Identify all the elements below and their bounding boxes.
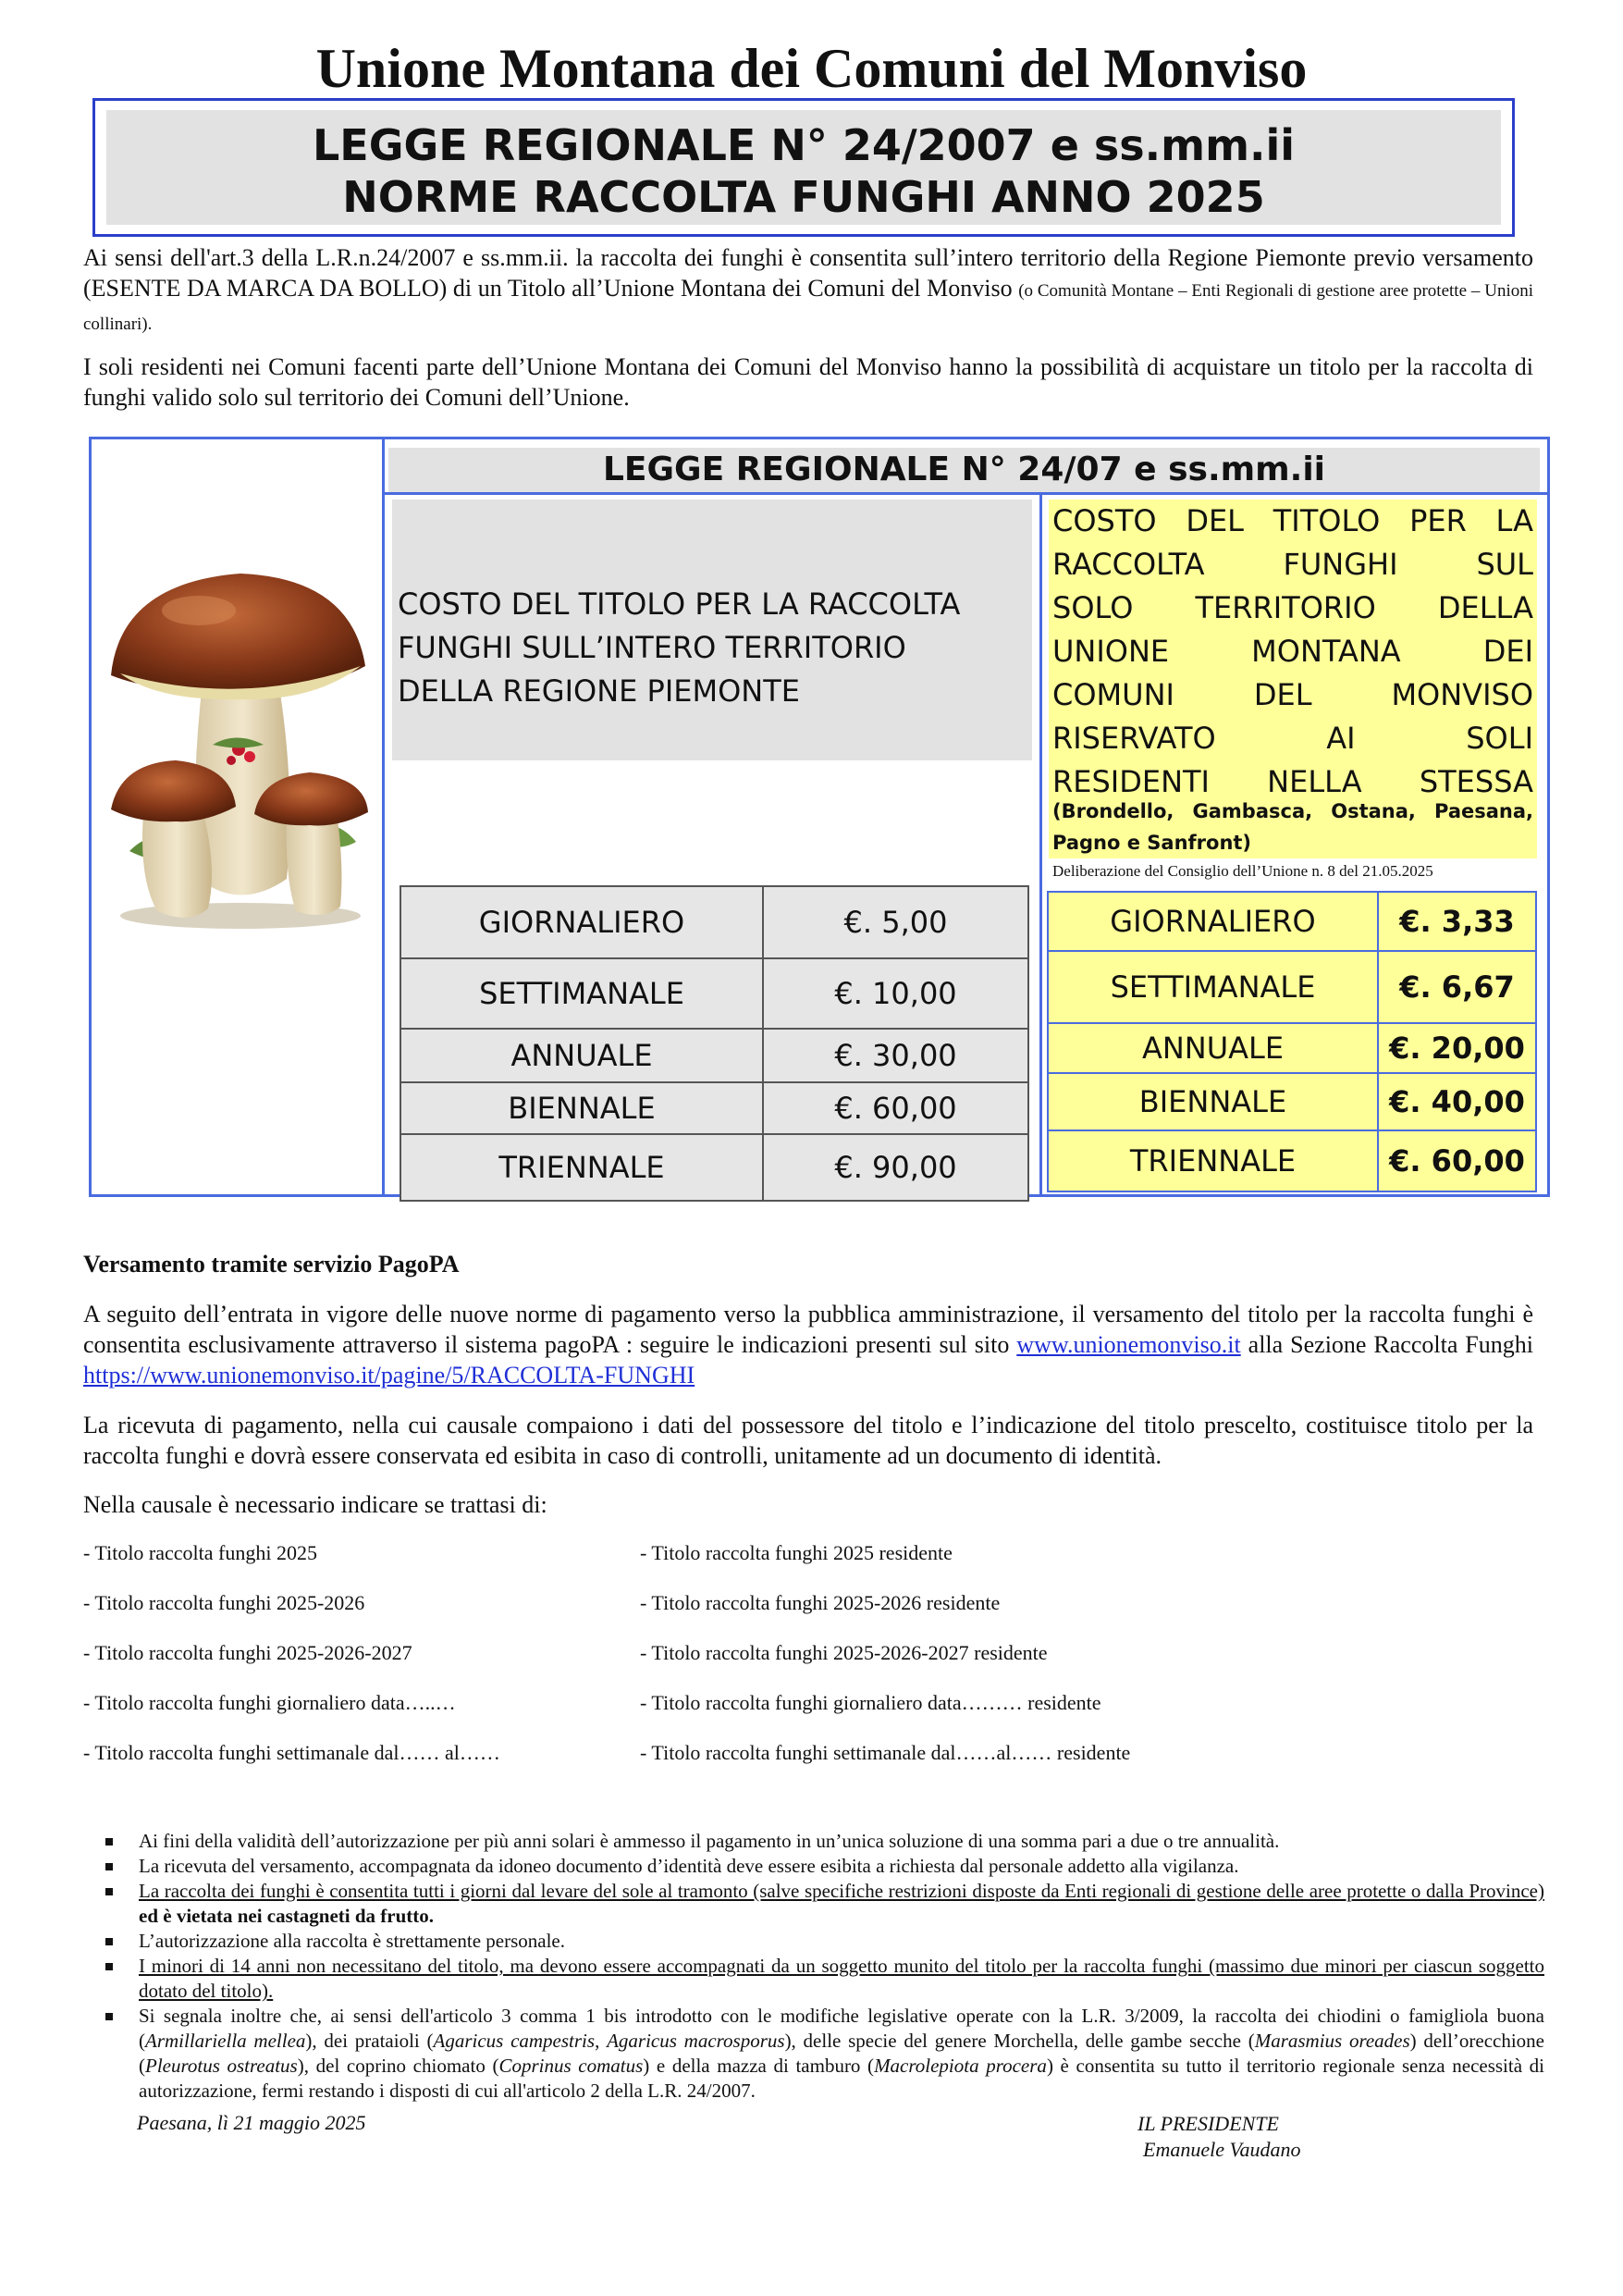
right-cost-heading <box>1049 500 1537 858</box>
price-value: €. 30,00 <box>763 1029 1028 1082</box>
pagopa-title: Versamento tramite servizio PagoPA <box>83 1251 460 1278</box>
price-label: ANNUALE <box>400 1029 763 1082</box>
price-value: €. 60,00 <box>763 1082 1028 1134</box>
note-bold: ed è vietata nei castagneti da frutto. <box>139 1905 435 1927</box>
right-price-table <box>1047 891 1537 1192</box>
price-label: SETTIMANALE <box>1048 951 1378 1023</box>
intro-p1-small: (o Comunità Montane – Enti Regionali di gestione aree protette – Unioni collinari). <box>83 281 1533 334</box>
species-name: Marasmius oreades <box>1254 2030 1410 2052</box>
price-row <box>1048 1130 1536 1191</box>
left-heading-line: DELLA REGIONE PIEMONTE <box>398 673 800 709</box>
note-item: L’autorizzazione alla raccolta è strettamente personale. <box>102 1929 1544 1954</box>
table-divider-middle <box>1039 492 1042 1197</box>
price-row <box>400 958 1028 1029</box>
right-heading-line: COMUNI DEL MONVISO <box>1052 677 1533 712</box>
right-heading-line: RACCOLTA FUNGHI SUL <box>1052 547 1533 582</box>
funghi-section-link[interactable]: https://www.unionemonviso.it/pagine/5/RACCOLTA-FUNGHI <box>83 1362 695 1389</box>
right-heading-line: UNIONE MONTANA DEI <box>1052 634 1533 669</box>
header-box <box>92 98 1515 237</box>
note-text: ) e della mazza di tamburo ( <box>643 2055 875 2077</box>
causale-right: - Titolo raccolta funghi 2025-2026 residente <box>640 1591 1001 1614</box>
price-value: €. 6,67 <box>1378 951 1536 1023</box>
pagopa-p1-text: A seguito dell’entrata in vigore delle nuove norme di pagamento verso la pubblica amministrazione, il versamento del titolo per la raccolta funghi è consentita esclusivamente attraverso il sistema pagoPA : seguire le indicazioni presenti sul sito <box>83 1301 1533 1358</box>
price-row <box>1048 892 1536 951</box>
causale-right: - Titolo raccolta funghi 2025 residente <box>640 1541 953 1564</box>
site-link[interactable]: www.unionemonviso.it <box>1016 1331 1241 1358</box>
price-label: TRIENNALE <box>1048 1130 1378 1191</box>
price-row <box>1048 1023 1536 1073</box>
left-heading-line: COSTO DEL TITOLO PER LA RACCOLTA <box>398 586 961 622</box>
note-text: ) dell’orecchione ( <box>139 2030 1545 2077</box>
right-heading-line: COSTO DEL TITOLO PER LA <box>1052 503 1533 538</box>
price-value: €. 10,00 <box>763 958 1028 1029</box>
species-name: Pleurotus ostreatus <box>145 2055 298 2077</box>
causale-left: - Titolo raccolta funghi 2025-2026-2027 <box>83 1641 412 1664</box>
price-value: €. 20,00 <box>1378 1023 1536 1073</box>
causale-right: - Titolo raccolta funghi settimanale dal……al…… residente <box>640 1741 1131 1764</box>
causale-right: - Titolo raccolta funghi giornaliero data……… residente <box>640 1691 1101 1714</box>
price-row <box>400 886 1028 958</box>
price-value: €. 40,00 <box>1378 1073 1536 1130</box>
signature-block <box>1137 2111 1300 2163</box>
president-name: Emanuele Vaudano <box>1143 2138 1301 2161</box>
pagopa-p1-mid: alla Sezione Raccolta Funghi <box>1240 1331 1533 1358</box>
towns-line: Pagno e Sanfront) <box>1052 832 1252 854</box>
price-label: BIENNALE <box>1048 1073 1378 1130</box>
price-row <box>400 1029 1028 1082</box>
note-underlined: I minori di 14 anni non necessitano del titolo, ma devono essere accompagnati da un soggetto munito del titolo per la raccolta funghi (massimo due minori per ciascun soggetto dotato del titolo). <box>139 1955 1544 2002</box>
pagopa-paragraph-3: Nella causale è necessario indicare se trattasi di: <box>83 1491 547 1518</box>
price-row <box>1048 1073 1536 1130</box>
causale-left: - Titolo raccolta funghi giornaliero data…..… <box>83 1691 456 1714</box>
left-price-table <box>400 885 1029 1202</box>
causale-left: - Titolo raccolta funghi 2025 <box>83 1541 317 1564</box>
species-name: Coprinus comatus <box>498 2055 644 2077</box>
price-label: GIORNALIERO <box>400 886 763 958</box>
note-item: La ricevuta del versamento, accompagnata da idoneo documento d’identità deve essere esibita a richiesta dal personale addetto alla vigilanza. <box>102 1854 1544 1879</box>
price-label: BIENNALE <box>400 1082 763 1134</box>
note-item: Ai fini della validità dell’autorizzazione per più anni solari è ammesso il pagamento in un’unica soluzione di una somma pari a due o tre annualità. <box>102 1829 1544 1854</box>
right-heading-line: SOLO TERRITORIO DELLA <box>1052 590 1533 625</box>
left-heading-line: FUNGHI SULL’INTERO TERRITORIO <box>398 630 906 665</box>
header-line-2: NORME RACCOLTA FUNGHI ANNO 2025 <box>342 172 1265 222</box>
note-item <box>102 1954 1544 2004</box>
left-cost-heading-text <box>398 583 960 713</box>
note-item <box>102 2004 1544 2104</box>
table-divider-left <box>382 437 385 1197</box>
page-title: Unione Montana dei Comuni del Monviso <box>315 38 1308 99</box>
right-heading-towns <box>1052 796 1533 858</box>
pagopa-paragraph-1 <box>83 1299 1533 1390</box>
causale-left: - Titolo raccolta funghi 2025-2026 <box>83 1591 365 1614</box>
price-value: €. 3,33 <box>1378 892 1536 951</box>
intro-paragraph-1 <box>83 242 1533 339</box>
note-underlined: La raccolta dei funghi è consentita tutti i giorni dal levare del sole al tramonto (salve specifiche restrizioni disposte da Enti regionali di gestione delle aree protette o dalla Province) <box>139 1880 1544 1902</box>
table-divider-horizontal <box>382 492 1550 495</box>
price-row <box>400 1134 1028 1201</box>
intro-p1-main: Ai sensi dell'art.3 della L.R.n.24/2007 e ss.mm.ii. la raccolta dei funghi è consentita sull’intero territorio della Regione Piemonte previo versamento (ESENTE DA MARCA DA BOLLO) di un Titolo all’Unione Montana dei Comuni del Monviso <box>83 244 1533 302</box>
price-value: €. 5,00 <box>763 886 1028 958</box>
right-heading-line: RISERVATO AI SOLI <box>1052 721 1533 756</box>
towns-line: (Brondello, Gambasca, Ostana, Paesana, <box>1052 800 1533 822</box>
price-label: SETTIMANALE <box>400 958 763 1029</box>
note-item <box>102 1879 1544 1929</box>
pagopa-paragraph-2: La ricevuta di pagamento, nella cui causale compaiono i dati del possessore del titolo e l’indicazione del titolo prescelto, costituisce titolo per la raccolta funghi e dovrà essere conservata ed esibita in caso di controlli, unitamente ad un documento di identità. <box>83 1412 1533 1469</box>
species-name: Macrolepiota procera <box>874 2055 1047 2077</box>
header-line-1: LEGGE REGIONALE N° 24/2007 e ss.mm.ii <box>312 120 1296 170</box>
deliberation-note: Deliberazione del Consiglio dell’Unione n. 8 del 21.05.2025 <box>1052 862 1433 880</box>
table-law-heading: LEGGE REGIONALE N° 24/07 e ss.mm.ii <box>388 448 1540 492</box>
price-row <box>1048 951 1536 1023</box>
right-heading-line: RESIDENTI NELLA STESSA <box>1052 764 1533 799</box>
price-label: ANNUALE <box>1048 1023 1378 1073</box>
note-text: ) è consentita su tutto il territorio regionale senza necessità di autorizzazione, fermi restando i disposti di cui all'articolo 2 della L.R. 24/2007. <box>139 2055 1545 2102</box>
note-text: , <box>595 2030 608 2052</box>
note-text: ), delle specie del genere Morchella, delle gambe secche ( <box>784 2030 1255 2052</box>
note-text: ), dei prataioli ( <box>305 2030 434 2052</box>
president-role: IL PRESIDENTE <box>1137 2112 1279 2135</box>
price-value: €. 90,00 <box>763 1134 1028 1201</box>
place-date: Paesana, lì 21 maggio 2025 <box>137 2111 366 2134</box>
notes-list <box>102 1829 1544 2104</box>
intro-paragraph-2: I soli residenti nei Comuni facenti parte dell’Unione Montana dei Comuni del Monviso hanno la possibilità di acquistare un titolo per la raccolta di funghi valido solo sul territorio dei Comuni dell’Unione. <box>83 353 1533 411</box>
causale-right: - Titolo raccolta funghi 2025-2026-2027 residente <box>640 1641 1048 1664</box>
species-name: Agaricus macrosporus <box>607 2030 785 2052</box>
causale-left: - Titolo raccolta funghi settimanale dal…… al…… <box>83 1741 500 1764</box>
price-label: GIORNALIERO <box>1048 892 1378 951</box>
price-row <box>400 1082 1028 1134</box>
price-value: €. 60,00 <box>1378 1130 1536 1191</box>
left-cost-heading <box>392 500 1032 760</box>
note-text: Si segnala inoltre che, ai sensi dell'articolo 3 comma 1 bis introdotto con le modifiche legislative operate con la L.R. 3/2009, la raccolta dei chiodini o famigliola buona ( <box>139 2005 1544 2052</box>
species-name: Agaricus campestris <box>433 2030 596 2052</box>
price-label: TRIENNALE <box>400 1134 763 1201</box>
note-text: ), del coprino chiomato ( <box>297 2055 499 2077</box>
mushroom-illustration <box>102 546 370 934</box>
species-name: Armillariella mellea <box>145 2030 306 2052</box>
header-inner <box>106 110 1501 225</box>
